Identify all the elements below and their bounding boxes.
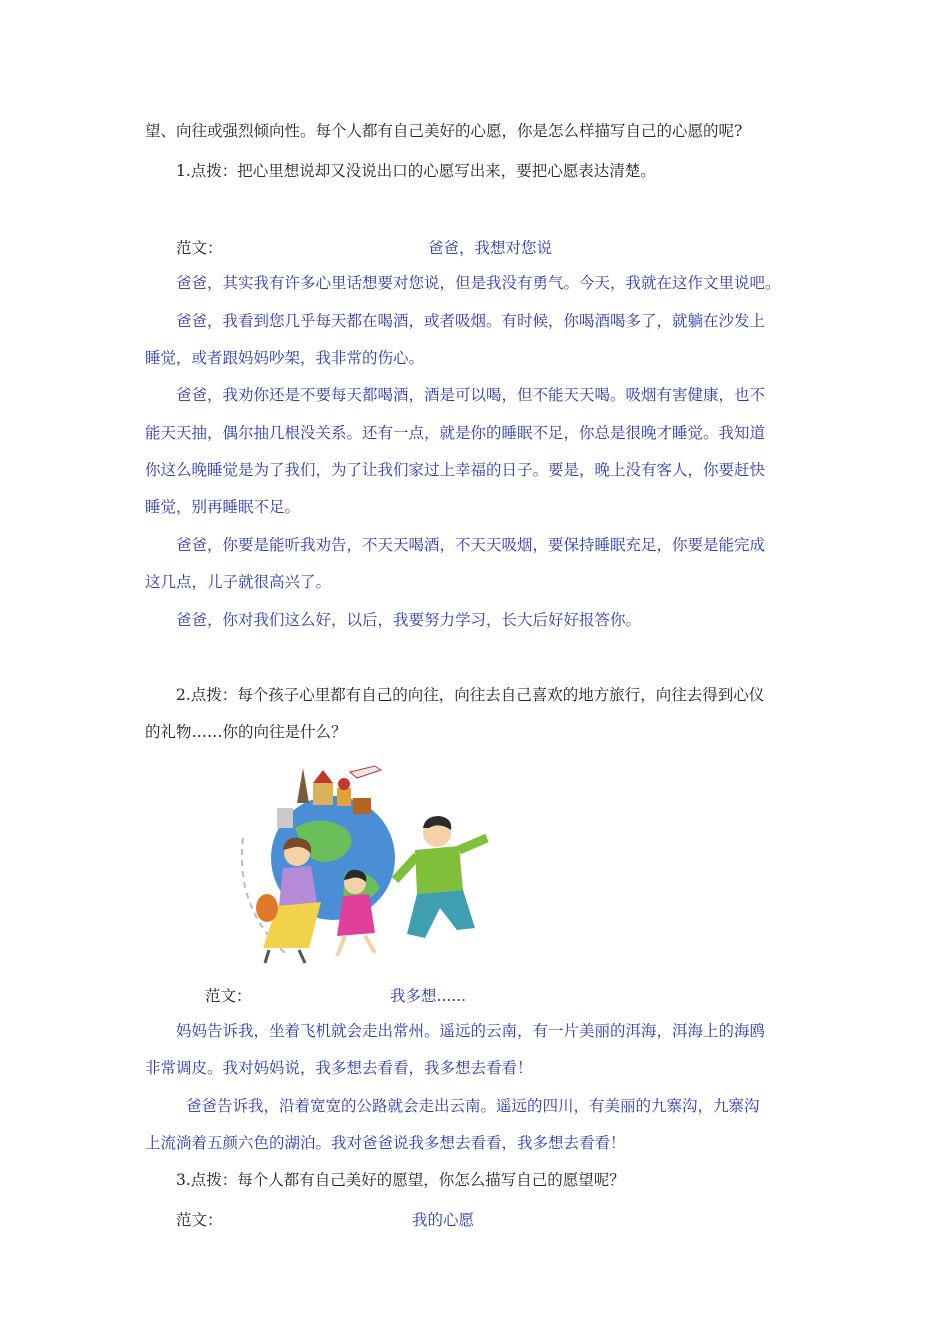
- essay2-title: 我多想......: [390, 987, 467, 1005]
- essay2-line: 非常调皮。我对妈妈说，我多想去看看，我多想去看看！: [145, 1059, 533, 1077]
- tip-3: 3.点拨：每个人都有自己美好的愿望，你怎么描写自己的愿望呢？: [176, 1171, 625, 1189]
- essay3-title: 我的心愿: [412, 1211, 475, 1229]
- essay1-line: 爸爸，我看到您几乎每天都在喝酒，或者吸烟。有时候，你喝酒喝多了，就躺在沙发上: [176, 312, 766, 330]
- essay1-line: 爸爸，其实我有许多心里话想要对您说，但是我没有勇气。今天，我就在这作文里说吧。: [176, 274, 781, 292]
- essay1-line: 睡觉，或者跟妈妈吵架，我非常的伤心。: [145, 349, 425, 367]
- intro-text: 望、向往或强烈倾向性。每个人都有自己美好的心愿，你是怎么样描写自己的心愿的呢?: [145, 122, 743, 140]
- essay2-label: 范文：: [205, 987, 252, 1005]
- essay1-line: 你这么晚睡觉是为了我们，为了让我们家过上幸福的日子。要是，晚上没有客人，你要赶快: [145, 461, 766, 479]
- essay1-line: 爸爸，你要是能听我劝告，不天天喝酒，不天天吸烟，要保持睡眠充足，你要是能完成: [176, 536, 766, 554]
- essay1-line: 这几点，儿子就很高兴了。: [145, 573, 332, 591]
- essay2-line: 妈妈告诉我，坐着飞机就会走出常州。遥远的云南，有一片美丽的洱海，洱海上的海鸥: [176, 1022, 766, 1040]
- essay1-line: 爸爸，我劝你还是不要每天都喝酒，酒是可以喝，但不能天天喝。吸烟有害健康，也不: [176, 386, 766, 404]
- essay1-line: 能天天抽，偶尔抽几根没关系。还有一点，就是你的睡眠不足，你总是很晚才睡觉。我知道: [145, 424, 766, 442]
- essay1-line: 爸爸，你对我们这么好，以后，我要努力学习，长大后好好报答你。: [176, 611, 642, 629]
- essay3-label: 范文：: [176, 1211, 223, 1229]
- tip-2-line2: 的礼物……你的向往是什么？: [145, 723, 347, 741]
- essay2-line: 爸爸告诉我，沿着宽宽的公路就会走出云南。遥远的四川，有美丽的九寨沟，九寨沟: [186, 1097, 760, 1115]
- essay2-line: 上流淌着五颜六色的湖泊。我对爸爸说我多想去看看，我多想去看看！: [145, 1134, 626, 1152]
- essay1-line: 睡觉，别再睡眠不足。: [145, 498, 301, 516]
- essay1-title: 爸爸，我想对您说: [428, 239, 553, 257]
- tip-1: 1.点拨：把心里想说却又没说出口的心愿写出来，要把心愿表达清楚。: [176, 162, 656, 180]
- family-travel-illustration: [225, 758, 510, 973]
- tip-2-line1: 2.点拨：每个孩子心里都有自己的向往，向往去自己喜欢的地方旅行，向往去得到心仪: [176, 686, 765, 704]
- essay1-label: 范文：: [176, 239, 223, 257]
